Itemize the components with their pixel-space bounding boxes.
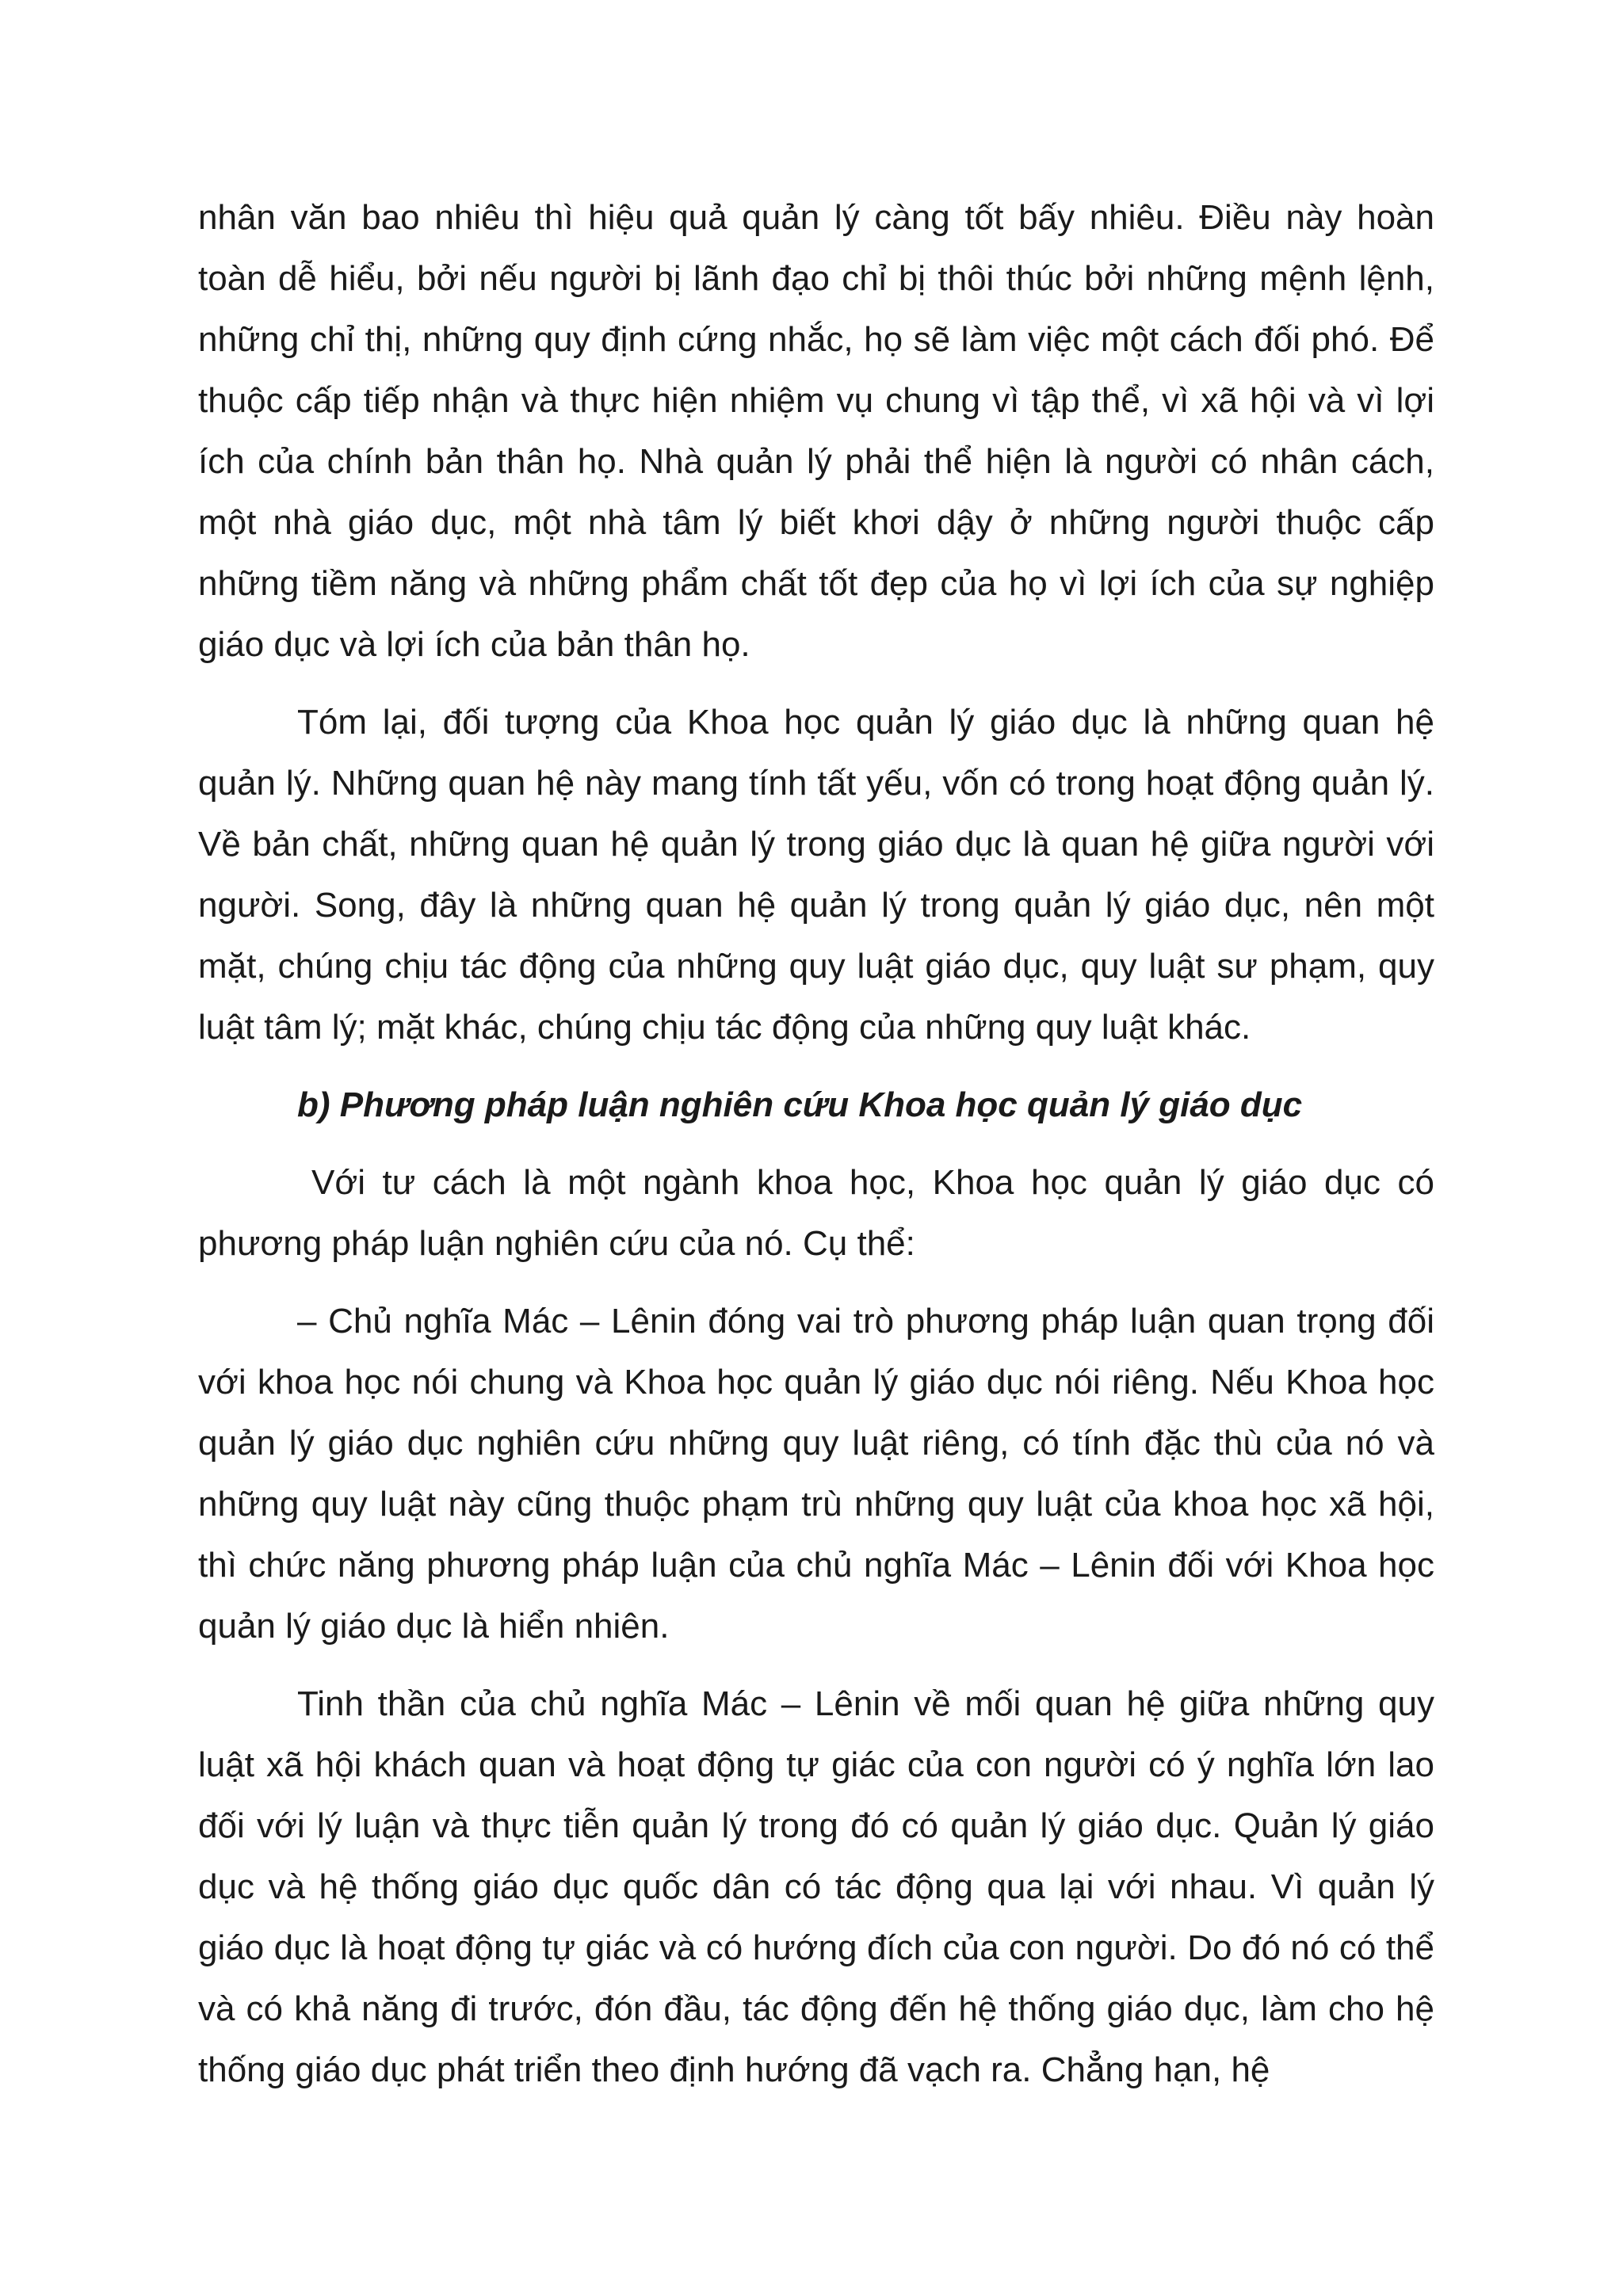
paragraph-marxism-leninism: – Chủ nghĩa Mác – Lênin đóng vai trò phương pháp luận quan trọng đối với khoa học nói chung và Khoa học quản lý giáo dục nói riêng. Nếu Khoa học quản lý giáo dục nghiên cứu những quy luật riêng, có tính đặc thù của nó và những quy luật này cũng thuộc phạm trù những quy luật của khoa học xã hội, thì chức năng phương pháp luận của chủ nghĩa Mác – Lênin đối với Khoa học quản lý giáo dục là hiển nhiên.	[198, 1302, 1434, 1646]
document-page	[198, 187, 1434, 2117]
section-heading: b) Phương pháp luận nghiên cứu Khoa học quản lý giáo dục	[297, 1085, 1303, 1124]
paragraph-methodology-intro: Với tư cách là một ngành khoa học, Khoa học quản lý giáo dục có phương pháp luận nghiên cứu của nó. Cụ thể:	[198, 1163, 1434, 1263]
paragraph-continuation: nhân văn bao nhiêu thì hiệu quả quản lý càng tốt bấy nhiêu. Điều này hoàn toàn dễ hiểu, bởi nếu người bị lãnh đạo chỉ bị thôi thúc bởi những mệnh lệnh, những chỉ thị, những quy định cứng nhắc, họ sẽ làm việc một cách đối phó. Để thuộc cấp tiếp nhận và thực hiện nhiệm vụ chung vì tập thể, vì xã hội và vì lợi ích của chính bản thân họ. Nhà quản lý phải thể hiện là người có nhân cách, một nhà giáo dục, một nhà tâm lý biết khơi dậy ở những người thuộc cấp những tiềm năng và những phẩm chất tốt đẹp của họ vì lợi ích của sự nghiệp giáo dục và lợi ích của bản thân họ.	[198, 198, 1434, 664]
paragraph-spirit: Tinh thần của chủ nghĩa Mác – Lênin về mối quan hệ giữa những quy luật xã hội khách quan và hoạt động tự giác của con người có ý nghĩa lớn lao đối với lý luận và thực tiễn quản lý trong đó có quản lý giáo dục. Quản lý giáo dục và hệ thống giáo dục quốc dân có tác động qua lại với nhau. Vì quản lý giáo dục là hoạt động tự giác và có hướng đích của con người. Do đó nó có thể và có khả năng đi trước, đón đầu, tác động đến hệ thống giáo dục, làm cho hệ thống giáo dục phát triển theo định hướng đã vạch ra. Chẳng hạn, hệ	[198, 1684, 1434, 2089]
paragraph-summary: Tóm lại, đối tượng của Khoa học quản lý giáo dục là những quan hệ quản lý. Những quan hệ này mang tính tất yếu, vốn có trong hoạt động quản lý. Về bản chất, những quan hệ quản lý trong giáo dục là quan hệ giữa người với người. Song, đây là những quan hệ quản lý trong quản lý giáo dục, nên một mặt, chúng chịu tác động của những quy luật giáo dục, quy luật sư phạm, quy luật tâm lý; mặt khác, chúng chịu tác động của những quy luật khác.	[198, 703, 1434, 1047]
